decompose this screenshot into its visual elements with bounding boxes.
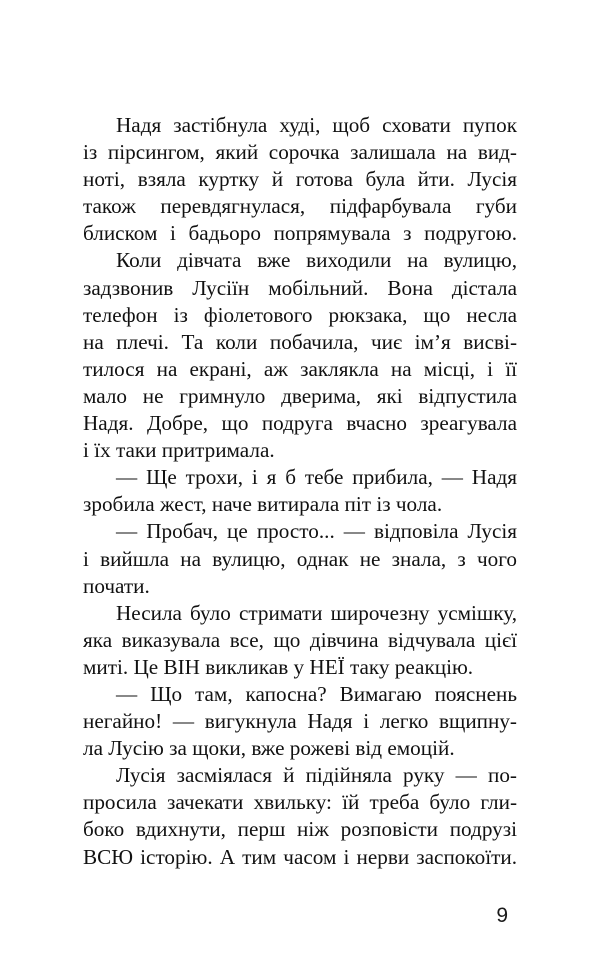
text-line: і вийшла на вулицю, однак не знала, з чого — [83, 546, 517, 571]
text-line: на плечі. Та коли побачила, чиє ім’я висві- — [83, 329, 517, 354]
text-line: ноті, взяла куртку й готова була йти. Лусія — [83, 167, 517, 192]
text-line: тилося на екрані, аж заклякла на місці, і її — [83, 356, 517, 381]
text-line: Надя. Добре, що подруга вчасно зреагувала — [83, 411, 517, 436]
text-line: задзвонив Лусіїн мобільний. Вона дістала — [83, 275, 517, 300]
text-line: миті. Це ВІН викликав у НЕЇ таку реакцію. — [83, 654, 474, 679]
text-line: зробила жест, наче витирала піт із чола. — [83, 492, 443, 517]
text-line: із пірсингом, який сорочка залишала на вид- — [83, 140, 517, 165]
text-line: Коли дівчата вже виходили на вулицю, — [116, 248, 517, 273]
text-line: і їх таки притримала. — [83, 438, 275, 463]
text-line: Лусія засміялася й підійняла руку — по- — [116, 763, 517, 788]
text-line: — Пробач, це просто... — відповіла Лусія — [116, 519, 517, 544]
text-line: ВСЮ історію. А тим часом і нерви заспокоїти. — [83, 844, 517, 869]
page-number: 9 — [496, 904, 508, 927]
text-line: блиском і бадьоро попрямувала з подругою. — [83, 221, 517, 246]
text-line: телефон із фіолетового рюкзака, що несла — [83, 302, 517, 327]
text-line: також перевдягнулася, підфарбувала губи — [83, 194, 517, 219]
text-line: мало не гримнуло дверима, які відпустила — [83, 383, 517, 408]
text-line: яка виказувала все, що дівчина відчувала цієї — [83, 627, 517, 652]
text-line: — Що там, капосна? Вимагаю пояснень — [116, 681, 517, 706]
text-line: боко вдихнути, перш ніж розповісти подрузі — [83, 817, 517, 842]
text-line: просила зачекати хвильку: їй треба було гли- — [83, 790, 517, 815]
text-line: Несила було стримати широчезну усмішку, — [116, 600, 517, 625]
text-line: Надя застібнула худі, щоб сховати пупок — [116, 113, 517, 137]
text-line: — Ще трохи, і я б тебе прибила, — Надя — [116, 465, 517, 490]
body-text — [83, 112, 517, 871]
text-line: почати. — [83, 573, 150, 598]
text-line: ла Лусію за щоки, вже рожеві від емоцій. — [83, 736, 455, 761]
text-line: негайно! — вигукнула Надя і легко вщипну- — [83, 709, 517, 734]
